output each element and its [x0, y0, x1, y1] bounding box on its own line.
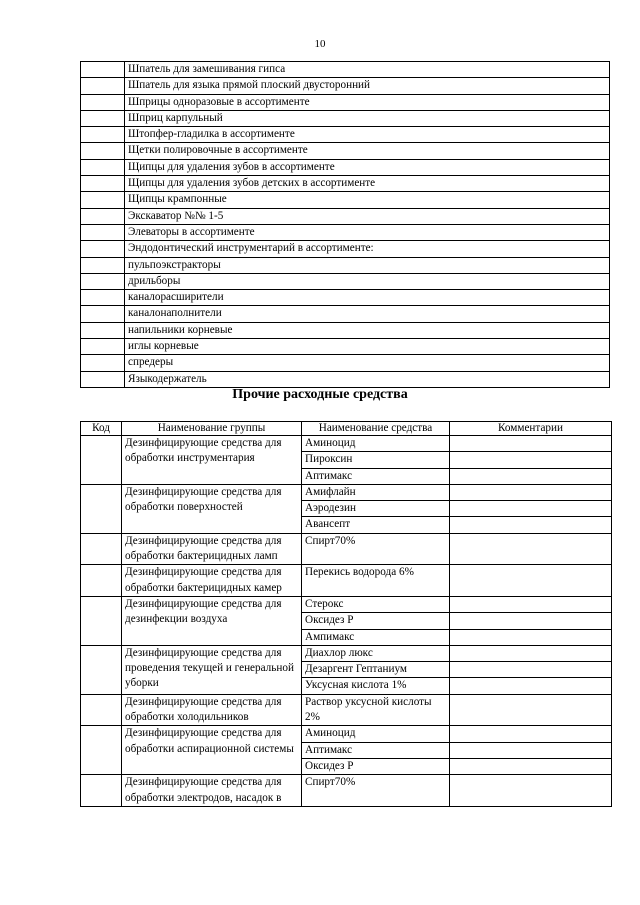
comment-cell	[450, 501, 612, 517]
code-cell	[81, 290, 125, 306]
table-row	[81, 533, 612, 565]
table-row	[81, 371, 610, 387]
code-cell	[81, 208, 125, 224]
comment-cell	[450, 742, 612, 758]
table-row	[81, 726, 612, 742]
code-cell	[81, 694, 122, 726]
table-row	[81, 273, 610, 289]
product-name-cell: Раствор уксусной кислоты 2%	[302, 694, 450, 726]
comment-cell	[450, 517, 612, 533]
page-number: 10	[314, 38, 326, 50]
code-cell	[81, 127, 125, 143]
product-name-cell: Диахлор люкс	[302, 645, 450, 661]
table-row	[81, 176, 610, 192]
tool-name-cell: Щипцы крампонные	[125, 192, 610, 208]
table-row	[81, 306, 610, 322]
tools-table	[80, 61, 610, 388]
product-name-cell: Оксидез Р	[302, 613, 450, 629]
code-cell	[81, 484, 122, 533]
tool-name-cell: Элеваторы в ассортименте	[125, 224, 610, 240]
code-cell	[81, 78, 125, 94]
code-cell	[81, 224, 125, 240]
tool-name-cell: дрильборы	[125, 273, 610, 289]
product-name-cell: Аминоцид	[302, 726, 450, 742]
code-cell	[81, 143, 125, 159]
group-name-cell: Дезинфицирующие средства для обработки бактерицидных камер	[122, 565, 302, 597]
table-row	[81, 159, 610, 175]
product-name-cell: Спирт70%	[302, 533, 450, 565]
tool-name-cell: спредеры	[125, 355, 610, 371]
tool-name-cell: Щетки полировочные в ассортименте	[125, 143, 610, 159]
code-cell	[81, 596, 122, 645]
comment-cell	[450, 726, 612, 742]
table-row	[81, 596, 612, 612]
code-cell	[81, 645, 122, 694]
code-cell	[81, 355, 125, 371]
comment-cell	[450, 694, 612, 726]
table-row	[81, 645, 612, 661]
code-cell	[81, 436, 122, 485]
product-name-cell: Перекись водорода 6%	[302, 565, 450, 597]
table-row	[81, 355, 610, 371]
code-cell	[81, 62, 125, 78]
comment-cell	[450, 629, 612, 645]
table-row	[81, 127, 610, 143]
code-cell	[81, 565, 122, 597]
product-name-cell: Аэродезин	[302, 501, 450, 517]
table-row	[81, 775, 612, 807]
table-row	[81, 143, 610, 159]
product-name-cell: Оксидез Р	[302, 758, 450, 774]
tool-name-cell: Шпатель для языка прямой плоский двусторонний	[125, 78, 610, 94]
table-row	[81, 241, 610, 257]
code-cell	[81, 257, 125, 273]
product-name-cell: Стерокс	[302, 596, 450, 612]
product-name-cell: Аминоцид	[302, 436, 450, 452]
code-cell	[81, 273, 125, 289]
comment-cell	[450, 758, 612, 774]
table-row	[81, 339, 610, 355]
table-row	[81, 94, 610, 110]
tool-name-cell: пульпоэкстракторы	[125, 257, 610, 273]
table-header-row	[81, 422, 612, 436]
tool-name-cell: Языкодержатель	[125, 371, 610, 387]
table-row	[81, 62, 610, 78]
header-comments: Комментарии	[450, 422, 612, 436]
tool-name-cell: Штопфер-гладилка в ассортименте	[125, 127, 610, 143]
table-row	[81, 290, 610, 306]
tool-name-cell: Шпатель для замешивания гипса	[125, 62, 610, 78]
table-row	[81, 565, 612, 597]
code-cell	[81, 241, 125, 257]
comment-cell	[450, 645, 612, 661]
table-row	[81, 192, 610, 208]
code-cell	[81, 306, 125, 322]
tool-name-cell: иглы корневые	[125, 339, 610, 355]
table-row	[81, 436, 612, 452]
group-name-cell: Дезинфицирующие средства для обработки поверхностей	[122, 484, 302, 533]
tool-name-cell: Щипцы для удаления зубов детских в ассортименте	[125, 176, 610, 192]
group-name-cell: Дезинфицирующие средства для дезинфекции воздуха	[122, 596, 302, 645]
group-name-cell: Дезинфицирующие средства для обработки электродов, насадок в	[122, 775, 302, 807]
code-cell	[81, 775, 122, 807]
tool-name-cell: Шприцы одноразовые в ассортименте	[125, 94, 610, 110]
table-row	[81, 322, 610, 338]
comment-cell	[450, 436, 612, 452]
header-group: Наименование группы	[122, 422, 302, 436]
group-name-cell: Дезинфицирующие средства для обработки холодильников	[122, 694, 302, 726]
comment-cell	[450, 565, 612, 597]
code-cell	[81, 726, 122, 775]
code-cell	[81, 371, 125, 387]
product-name-cell: Авансепт	[302, 517, 450, 533]
code-cell	[81, 94, 125, 110]
comment-cell	[450, 775, 612, 807]
table-row	[81, 224, 610, 240]
code-cell	[81, 159, 125, 175]
group-name-cell: Дезинфицирующие средства для проведения текущей и генеральной уборки	[122, 645, 302, 694]
product-name-cell: Аптимакс	[302, 742, 450, 758]
consumables-table	[80, 421, 612, 807]
product-name-cell: Дезаргент Гептаниум	[302, 662, 450, 678]
table-row	[81, 78, 610, 94]
section-title: Прочие расходные средства	[232, 387, 408, 402]
tool-name-cell: Экскаватор №№ 1-5	[125, 208, 610, 224]
header-code: Код	[81, 422, 122, 436]
comment-cell	[450, 452, 612, 468]
group-name-cell: Дезинфицирующие средства для обработки бактерицидных ламп	[122, 533, 302, 565]
code-cell	[81, 176, 125, 192]
comment-cell	[450, 468, 612, 484]
code-cell	[81, 339, 125, 355]
comment-cell	[450, 678, 612, 694]
product-name-cell: Уксусная кислота 1%	[302, 678, 450, 694]
tool-name-cell: каналонаполнители	[125, 306, 610, 322]
code-cell	[81, 322, 125, 338]
product-name-cell: Ампимакс	[302, 629, 450, 645]
table-row	[81, 208, 610, 224]
product-name-cell: Аптимакс	[302, 468, 450, 484]
product-name-cell: Спирт70%	[302, 775, 450, 807]
header-product: Наименование средства	[302, 422, 450, 436]
table-row	[81, 257, 610, 273]
comment-cell	[450, 484, 612, 500]
group-name-cell: Дезинфицирующие средства для обработки аспирационной системы	[122, 726, 302, 775]
comment-cell	[450, 596, 612, 612]
code-cell	[81, 533, 122, 565]
product-name-cell: Пироксин	[302, 452, 450, 468]
code-cell	[81, 110, 125, 126]
table-row	[81, 110, 610, 126]
comment-cell	[450, 662, 612, 678]
code-cell	[81, 192, 125, 208]
tool-name-cell: Эндодонтический инструментарий в ассортименте:	[125, 241, 610, 257]
table-row	[81, 484, 612, 500]
tool-name-cell: Шприц карпульный	[125, 110, 610, 126]
comment-cell	[450, 613, 612, 629]
table-row	[81, 694, 612, 726]
tool-name-cell: каналорасширители	[125, 290, 610, 306]
tool-name-cell: Щипцы для удаления зубов в ассортименте	[125, 159, 610, 175]
group-name-cell: Дезинфицирующие средства для обработки инструментария	[122, 436, 302, 485]
tool-name-cell: напильники корневые	[125, 322, 610, 338]
comment-cell	[450, 533, 612, 565]
product-name-cell: Амифлайн	[302, 484, 450, 500]
